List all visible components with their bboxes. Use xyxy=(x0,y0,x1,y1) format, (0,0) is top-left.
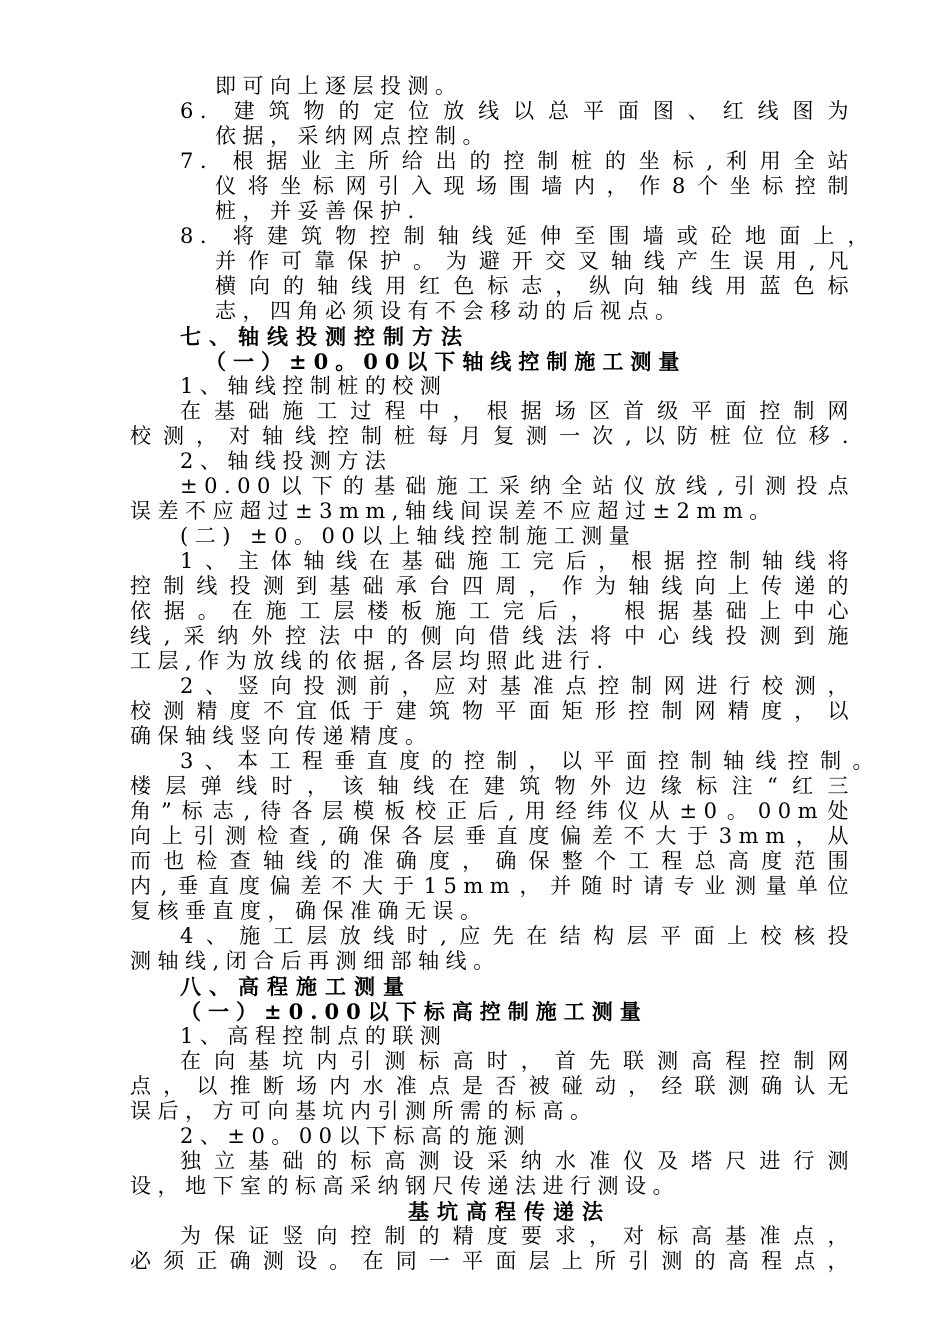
item-heading: 1、轴线控制桩的校测 xyxy=(180,374,448,398)
text-line: 误差不应超过±3mm,轴线间误差不应超过±2mm。 xyxy=(130,499,777,523)
item-heading: 2、轴线投测方法 xyxy=(180,449,393,473)
text-line: 角”标志,待各层模板校正后,用经纬仪从±0。00m处 xyxy=(130,799,855,823)
text-line: 线,采纳外控法中的侧向借线法将中心线投测到施 xyxy=(130,624,855,648)
text-line: 复核垂直度，确保准确无误。 xyxy=(130,899,488,923)
text-line: 点，以推断场内水准点是否被碰动，经联测确认无 xyxy=(130,1074,855,1098)
text-line: 2、竖向投测前，应对基准点控制网进行校测， xyxy=(180,674,855,698)
subsection-heading: (二) ±0。00以上轴线控制施工测量 xyxy=(180,524,637,548)
text-line: 志，四角必须设有不会移动的后视点。 xyxy=(215,299,683,323)
list-item-6: 6. 建筑物的定位放线以总平面图、红线图为 xyxy=(180,99,855,123)
section-heading-7: 七、轴线投测控制方法 xyxy=(180,324,470,349)
centered-heading: 基坑高程传递法 xyxy=(408,1199,611,1224)
text-line: 依据。在施工层楼板施工完后， 根据基础上中心 xyxy=(130,599,855,623)
text-line: 确保轴线竖向传递精度。 xyxy=(130,724,433,748)
text-line: 依据，采纳网点控制。 xyxy=(215,124,490,148)
text-line: 仪将坐标网引入现场围墙内，作8个坐标控制 xyxy=(215,174,855,198)
text-line: 校测精度不宜低于建筑物平面矩形控制网精度，以 xyxy=(130,699,855,723)
text-line: 桩，并妥善保护. xyxy=(215,199,421,223)
item-heading: 1、高程控制点的联测 xyxy=(180,1024,448,1048)
text-line: 必须正确测设。在同一平面层上所引测的高程点， xyxy=(130,1249,855,1273)
text-line: 内,垂直度偏差不大于15mm，并随时请专业测量单位 xyxy=(130,874,855,898)
text-line: 并作可靠保护。为避开交叉轴线产生误用,凡 xyxy=(215,249,855,273)
list-item-7: 7. 根据业主所给出的控制桩的坐标,利用全站 xyxy=(180,149,855,173)
subsection-heading: （一）±0。00以下轴线控制施工测量 xyxy=(205,349,687,374)
text-line: 而也检查轴线的准确度，确保整个工程总高度范围 xyxy=(130,849,855,873)
text-line: 3、本工程垂直度的控制，以平面控制轴线控制。 xyxy=(180,749,880,773)
list-item-8: 8. 将建筑物控制轴线延伸至围墙或砼地面上， xyxy=(180,224,875,248)
text-line: 楼层弹线时，该轴线在建筑物外边缘标注“红三 xyxy=(130,774,855,798)
subsection-heading: （一）±0.00以下标高控制施工测量 xyxy=(180,999,648,1024)
text-line: 在基础施工过程中，根据场区首级平面控制网 xyxy=(180,399,855,423)
text-line: 横向的轴线用红色标志，纵向轴线用蓝色标 xyxy=(215,274,855,298)
text-line: 独立基础的标高测设采纳水准仪及塔尺进行测 xyxy=(180,1149,855,1173)
text-line: 向上引测检查,确保各层垂直度偏差不大于3mm，从 xyxy=(130,824,855,848)
text-line: 校测，对轴线控制桩每月复测一次,以防桩位位移. xyxy=(130,424,855,448)
text-line: 在向基坑内引测标高时，首先联测高程控制网 xyxy=(180,1049,855,1073)
text-line: 1、主体轴线在基础施工完后，根据控制轴线将 xyxy=(180,549,855,573)
text-line: 工层,作为放线的依据,各层均照此进行. xyxy=(130,649,610,673)
text-line: 4、施工层放线时,应先在结构层平面上校核投 xyxy=(180,924,855,948)
section-heading-8: 八、高程施工测量 xyxy=(180,974,412,999)
text-line: 控制线投测到基础承台四周，作为轴线向上传递的 xyxy=(130,574,855,598)
text-line: 为保证竖向控制的精度要求，对标高基准点， xyxy=(180,1224,855,1248)
item-heading: 2、±0。00以下标高的施测 xyxy=(180,1124,532,1148)
text-line: ±0.00以下的基础施工采纳全站仪放线,引测投点 xyxy=(180,474,855,498)
text-line: 设，地下室的标高采纳钢尺传递法进行测设。 xyxy=(130,1174,680,1198)
text-line: 误后，方可向基坑内引测所需的标高。 xyxy=(130,1099,598,1123)
text-line: 测轴线,闭合后再测细部轴线。 xyxy=(130,949,501,973)
text-line: 即可向上逐层投测。 xyxy=(215,74,463,98)
